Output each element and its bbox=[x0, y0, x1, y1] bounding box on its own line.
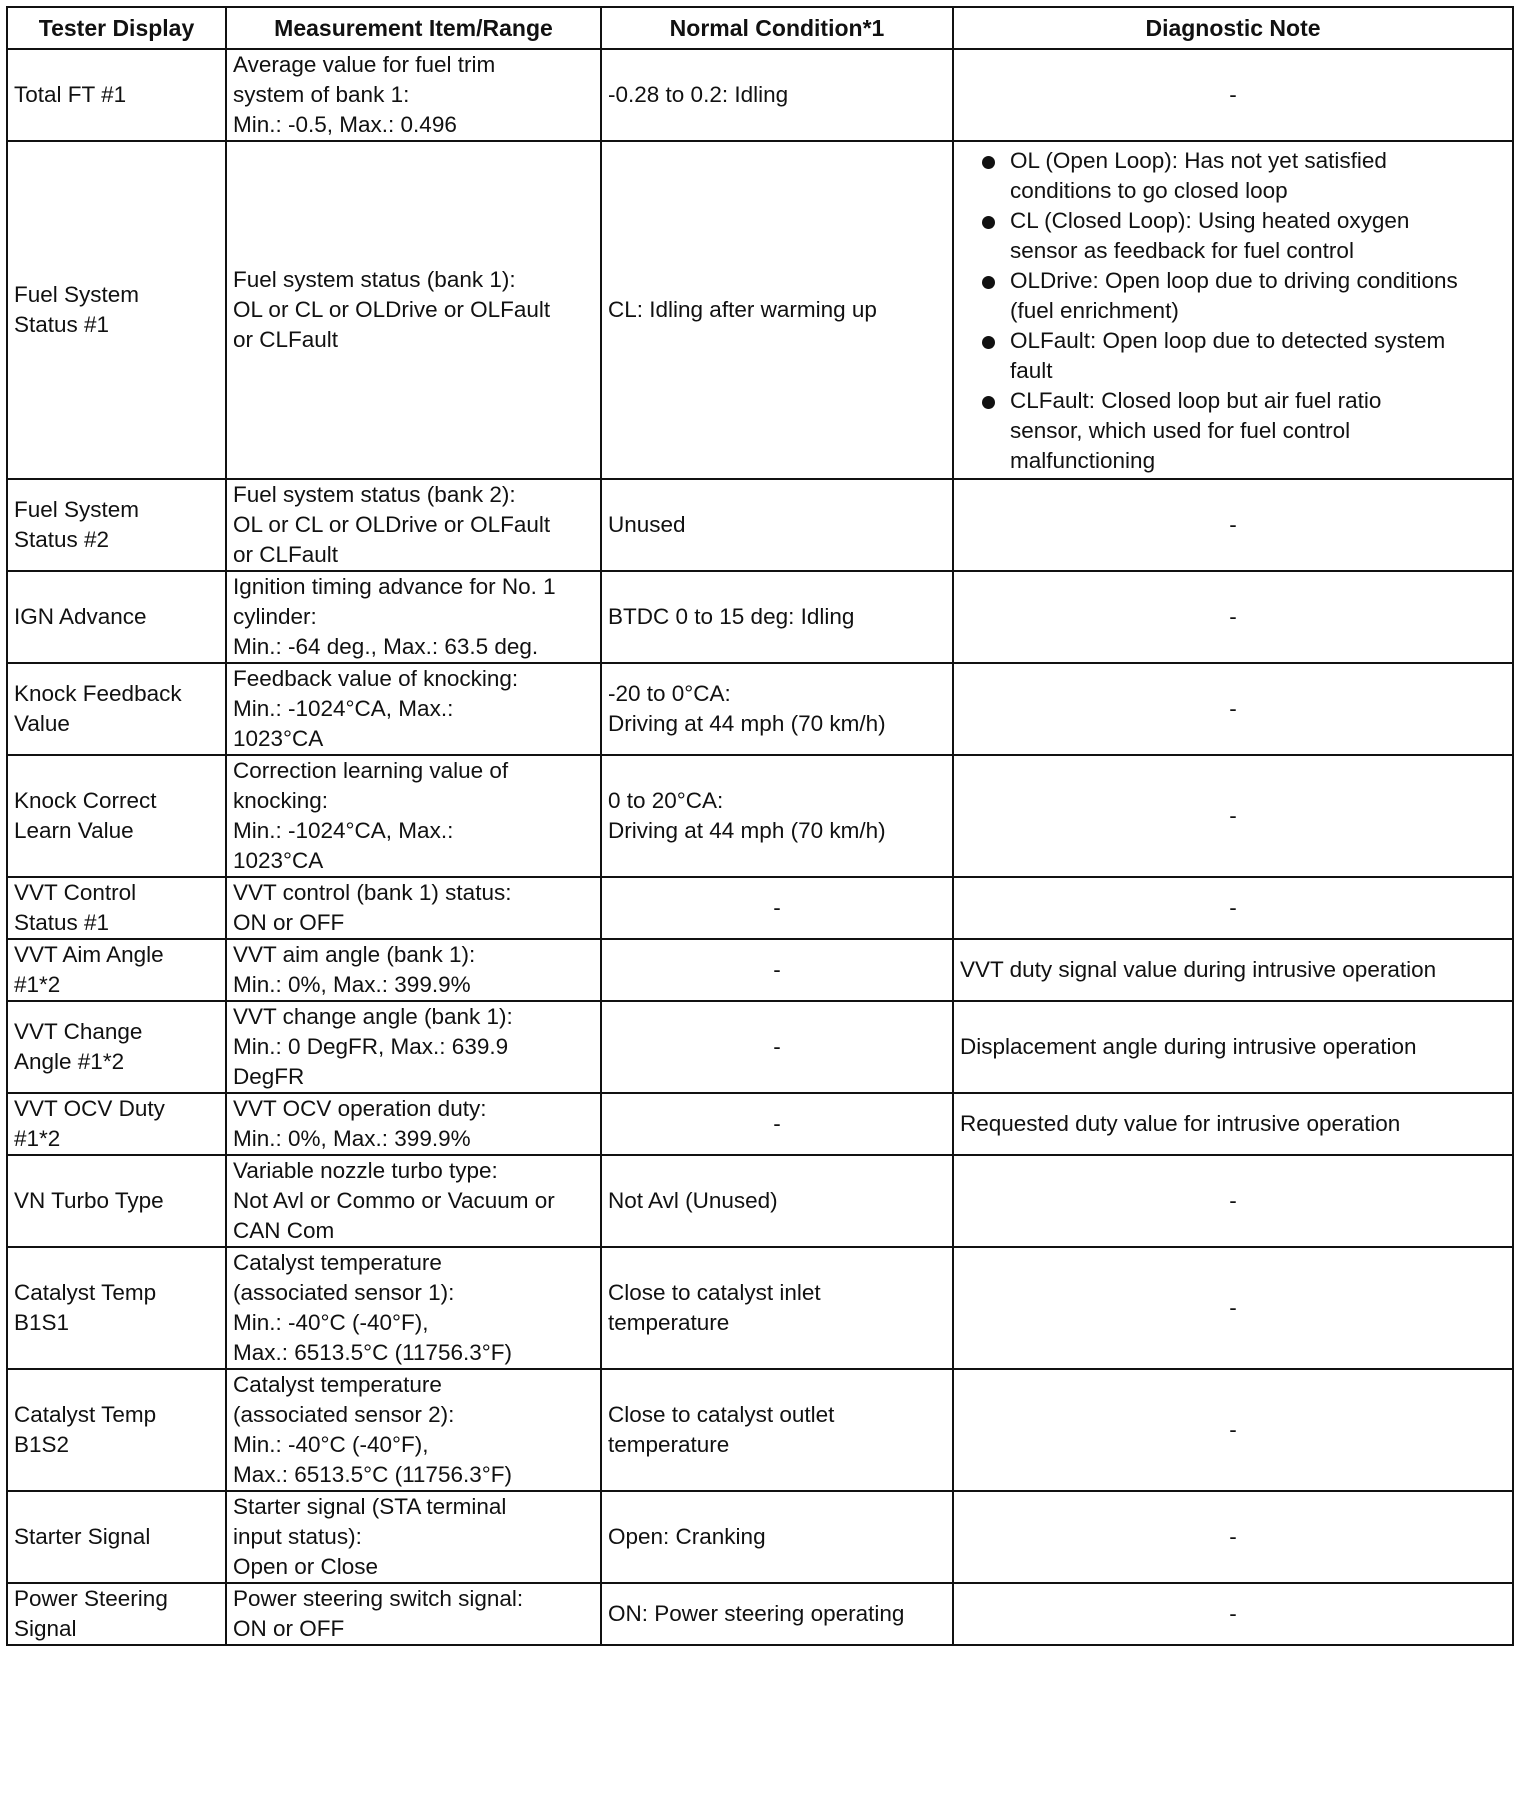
normal-condition-cell-line: Open: Cranking bbox=[608, 1524, 766, 1549]
diagnostic-note-cell-line: - bbox=[1229, 604, 1237, 629]
normal-condition-cell-line: temperature bbox=[608, 1310, 730, 1335]
bullet-icon bbox=[982, 156, 995, 169]
tester-display-cell-line: #1*2 bbox=[14, 1126, 61, 1151]
diagnostic-note-cell bbox=[953, 1369, 1513, 1491]
tester-display-cell-line: VVT Change bbox=[14, 1019, 143, 1044]
diagnostic-note-cell-line: - bbox=[1229, 1188, 1237, 1213]
table-row bbox=[7, 1583, 1513, 1645]
diagnostic-note-line: fault bbox=[1010, 358, 1053, 383]
measurement-range-cell-line: Open or Close bbox=[233, 1554, 379, 1579]
tester-display-cell-line: VVT Aim Angle bbox=[14, 942, 164, 967]
measurement-range-cell bbox=[226, 1491, 601, 1583]
diagnostic-note-line: conditions to go closed loop bbox=[1010, 178, 1288, 203]
list-item bbox=[960, 206, 1506, 266]
diagnostic-note-cell bbox=[953, 1093, 1513, 1155]
measurement-range-cell bbox=[226, 479, 601, 571]
measurement-range-cell-line: Average value for fuel trim bbox=[233, 52, 496, 77]
tester-display-cell-line: Status #2 bbox=[14, 527, 110, 552]
measurement-range-cell bbox=[226, 49, 601, 141]
normal-condition-cell-line: temperature bbox=[608, 1432, 730, 1457]
tester-display-cell-line: Total FT #1 bbox=[14, 82, 127, 107]
normal-condition-cell-line: Not Avl (Unused) bbox=[608, 1188, 778, 1213]
measurement-range-cell-line: Min.: 0%, Max.: 399.9% bbox=[233, 1126, 471, 1151]
measurement-range-cell-line: VVT control (bank 1) status: bbox=[233, 880, 512, 905]
diagnostic-note-cell bbox=[953, 663, 1513, 755]
measurement-range-cell-line: or CLFault bbox=[233, 327, 339, 352]
normal-condition-cell bbox=[601, 755, 953, 877]
measurement-range-cell bbox=[226, 663, 601, 755]
measurement-range-cell-line: system of bank 1: bbox=[233, 82, 410, 107]
tester-display-cell bbox=[7, 1491, 226, 1583]
data-list-table bbox=[6, 6, 1514, 1646]
diagnostic-note-cell-line: - bbox=[1229, 82, 1237, 107]
normal-condition-cell bbox=[601, 1369, 953, 1491]
normal-condition-cell-line: - bbox=[773, 1111, 781, 1136]
normal-condition-cell bbox=[601, 141, 953, 479]
diagnostic-note-cell bbox=[953, 1583, 1513, 1645]
measurement-range-cell bbox=[226, 1583, 601, 1645]
diagnostic-note-cell bbox=[953, 939, 1513, 1001]
header-diagnostic-note: Diagnostic Note bbox=[953, 7, 1513, 49]
normal-condition-cell bbox=[601, 939, 953, 1001]
measurement-range-cell-line: knocking: bbox=[233, 788, 329, 813]
table-body bbox=[7, 49, 1513, 1645]
tester-display-cell bbox=[7, 755, 226, 877]
bullet-icon bbox=[982, 336, 995, 349]
normal-condition-cell bbox=[601, 49, 953, 141]
tester-display-cell-line: Catalyst Temp bbox=[14, 1402, 157, 1427]
tester-display-cell-line: VN Turbo Type bbox=[14, 1188, 164, 1213]
normal-condition-cell-line: Driving at 44 mph (70 km/h) bbox=[608, 711, 886, 736]
diagnostic-note-line: OLDrive: Open loop due to driving conditions bbox=[1010, 268, 1458, 293]
measurement-range-cell-line: Feedback value of knocking: bbox=[233, 666, 519, 691]
diagnostic-note-cell bbox=[953, 1155, 1513, 1247]
table-row bbox=[7, 1155, 1513, 1247]
table-header-row bbox=[7, 7, 1513, 49]
table-row bbox=[7, 1093, 1513, 1155]
list-item bbox=[960, 266, 1506, 326]
tester-display-cell bbox=[7, 939, 226, 1001]
tester-display-cell-line: B1S1 bbox=[14, 1310, 70, 1335]
normal-condition-cell bbox=[601, 877, 953, 939]
tester-display-cell bbox=[7, 1155, 226, 1247]
measurement-range-cell bbox=[226, 1093, 601, 1155]
measurement-range-cell-line: Correction learning value of bbox=[233, 758, 509, 783]
diagnostic-note-line: sensor, which used for fuel control bbox=[1010, 418, 1351, 443]
normal-condition-cell-line: -0.28 to 0.2: Idling bbox=[608, 82, 789, 107]
table-row bbox=[7, 571, 1513, 663]
table-row bbox=[7, 49, 1513, 141]
normal-condition-cell-line: BTDC 0 to 15 deg: Idling bbox=[608, 604, 855, 629]
list-item bbox=[960, 326, 1506, 386]
tester-display-cell-line: Knock Feedback bbox=[14, 681, 182, 706]
measurement-range-cell-line: Catalyst temperature bbox=[233, 1372, 442, 1397]
measurement-range-cell-line: OL or CL or OLDrive or OLFault bbox=[233, 512, 551, 537]
measurement-range-cell bbox=[226, 141, 601, 479]
table-row bbox=[7, 939, 1513, 1001]
list-item bbox=[960, 386, 1506, 476]
measurement-range-cell-line: (associated sensor 1): bbox=[233, 1280, 455, 1305]
normal-condition-cell-line: CL: Idling after warming up bbox=[608, 297, 877, 322]
tester-display-cell-line: Knock Correct bbox=[14, 788, 157, 813]
normal-condition-cell bbox=[601, 1155, 953, 1247]
diagnostic-note-cell-line: - bbox=[1229, 803, 1237, 828]
measurement-range-cell-line: Max.: 6513.5°C (11756.3°F) bbox=[233, 1340, 512, 1365]
diagnostic-note-line: CL (Closed Loop): Using heated oxygen bbox=[1010, 208, 1410, 233]
diagnostic-note-cell-line: - bbox=[1229, 512, 1237, 537]
measurement-range-cell bbox=[226, 755, 601, 877]
table-row bbox=[7, 877, 1513, 939]
table-row bbox=[7, 1001, 1513, 1093]
diagnostic-note-cell bbox=[953, 755, 1513, 877]
normal-condition-cell-line: - bbox=[773, 1034, 781, 1059]
normal-condition-cell-line: - bbox=[773, 895, 781, 920]
measurement-range-cell-line: Min.: -40°C (-40°F), bbox=[233, 1310, 429, 1335]
diagnostic-note-line: OLFault: Open loop due to detected system bbox=[1010, 328, 1446, 353]
diagnostic-note-cell bbox=[953, 49, 1513, 141]
measurement-range-cell-line: Min.: -1024°CA, Max.: bbox=[233, 696, 454, 721]
bullet-icon bbox=[982, 216, 995, 229]
measurement-range-cell-line: (associated sensor 2): bbox=[233, 1402, 455, 1427]
tester-display-cell-line: Learn Value bbox=[14, 818, 134, 843]
diagnostic-note-cell-line: VVT duty signal value during intrusive operation bbox=[960, 957, 1437, 982]
normal-condition-cell-line: Close to catalyst inlet bbox=[608, 1280, 821, 1305]
measurement-range-cell-line: Min.: -1024°CA, Max.: bbox=[233, 818, 454, 843]
tester-display-cell-line: Fuel System bbox=[14, 282, 140, 307]
tester-display-cell bbox=[7, 141, 226, 479]
diagnostic-note-line: malfunctioning bbox=[1010, 448, 1156, 473]
tester-display-cell bbox=[7, 877, 226, 939]
tester-display-cell-line: #1*2 bbox=[14, 972, 61, 997]
measurement-range-cell-line: Min.: 0%, Max.: 399.9% bbox=[233, 972, 471, 997]
tester-display-cell bbox=[7, 1369, 226, 1491]
normal-condition-cell bbox=[601, 571, 953, 663]
normal-condition-cell bbox=[601, 479, 953, 571]
diagnostic-note-list bbox=[960, 142, 1506, 478]
normal-condition-cell-line: 0 to 20°CA: bbox=[608, 788, 724, 813]
tester-display-cell bbox=[7, 1583, 226, 1645]
tester-display-cell-line: Status #1 bbox=[14, 312, 110, 337]
table-row bbox=[7, 1369, 1513, 1491]
diagnostic-note-line: OL (Open Loop): Has not yet satisfied bbox=[1010, 148, 1387, 173]
normal-condition-cell-line: ON: Power steering operating bbox=[608, 1601, 905, 1626]
diagnostic-note-cell bbox=[953, 1491, 1513, 1583]
tester-display-cell bbox=[7, 571, 226, 663]
measurement-range-cell bbox=[226, 1369, 601, 1491]
diagnostic-note-cell-line: - bbox=[1229, 895, 1237, 920]
tester-display-cell-line: IGN Advance bbox=[14, 604, 147, 629]
normal-condition-cell bbox=[601, 1001, 953, 1093]
tester-display-cell-line: Fuel System bbox=[14, 497, 140, 522]
diagnostic-note-cell-line: - bbox=[1229, 1295, 1237, 1320]
header-measurement-item: Measurement Item/Range bbox=[226, 7, 601, 49]
tester-display-cell-line: Value bbox=[14, 711, 70, 736]
tester-display-cell bbox=[7, 663, 226, 755]
measurement-range-cell-line: VVT OCV operation duty: bbox=[233, 1096, 487, 1121]
measurement-range-cell-line: Min.: -64 deg., Max.: 63.5 deg. bbox=[233, 634, 539, 659]
header-normal-condition: Normal Condition*1 bbox=[601, 7, 953, 49]
measurement-range-cell-line: Min.: -40°C (-40°F), bbox=[233, 1432, 429, 1457]
measurement-range-cell-line: DegFR bbox=[233, 1064, 305, 1089]
normal-condition-cell-line: Unused bbox=[608, 512, 686, 537]
diagnostic-note-cell bbox=[953, 1001, 1513, 1093]
tester-display-cell-line: Status #1 bbox=[14, 910, 110, 935]
tester-display-cell-line: B1S2 bbox=[14, 1432, 70, 1457]
normal-condition-cell-line: Driving at 44 mph (70 km/h) bbox=[608, 818, 886, 843]
measurement-range-cell bbox=[226, 1247, 601, 1369]
diagnostic-note-cell-line: Displacement angle during intrusive operation bbox=[960, 1034, 1417, 1059]
normal-condition-cell-line: - bbox=[773, 957, 781, 982]
diagnostic-note-cell bbox=[953, 877, 1513, 939]
measurement-range-cell bbox=[226, 939, 601, 1001]
normal-condition-cell bbox=[601, 1247, 953, 1369]
measurement-range-cell-line: OL or CL or OLDrive or OLFault bbox=[233, 297, 551, 322]
measurement-range-cell-line: cylinder: bbox=[233, 604, 317, 629]
normal-condition-cell bbox=[601, 1093, 953, 1155]
tester-display-cell-line: VVT Control bbox=[14, 880, 137, 905]
tester-display-cell bbox=[7, 1247, 226, 1369]
measurement-range-cell bbox=[226, 1155, 601, 1247]
tester-display-cell-line: Catalyst Temp bbox=[14, 1280, 157, 1305]
diagnostic-note-cell bbox=[953, 141, 1513, 479]
tester-display-cell-line: Starter Signal bbox=[14, 1524, 151, 1549]
diagnostic-note-cell-line: - bbox=[1229, 696, 1237, 721]
diagnostic-note-cell bbox=[953, 1247, 1513, 1369]
measurement-range-cell-line: Not Avl or Commo or Vacuum or bbox=[233, 1188, 555, 1213]
tester-display-cell-line: Signal bbox=[14, 1616, 77, 1641]
measurement-range-cell-line: Power steering switch signal: bbox=[233, 1586, 524, 1611]
measurement-range-cell bbox=[226, 571, 601, 663]
table-row bbox=[7, 755, 1513, 877]
tester-display-cell bbox=[7, 479, 226, 571]
measurement-range-cell bbox=[226, 1001, 601, 1093]
measurement-range-cell-line: Catalyst temperature bbox=[233, 1250, 442, 1275]
measurement-range-cell-line: Min.: 0 DegFR, Max.: 639.9 bbox=[233, 1034, 509, 1059]
measurement-range-cell-line: Fuel system status (bank 2): bbox=[233, 482, 516, 507]
tester-display-cell-line: VVT OCV Duty bbox=[14, 1096, 165, 1121]
diagnostic-note-cell bbox=[953, 479, 1513, 571]
measurement-range-cell-line: VVT aim angle (bank 1): bbox=[233, 942, 476, 967]
header-tester-display: Tester Display bbox=[7, 7, 226, 49]
measurement-range-cell-line: Starter signal (STA terminal bbox=[233, 1494, 507, 1519]
measurement-range-cell bbox=[226, 877, 601, 939]
measurement-range-cell-line: VVT change angle (bank 1): bbox=[233, 1004, 513, 1029]
tester-display-cell bbox=[7, 1093, 226, 1155]
measurement-range-cell-line: 1023°CA bbox=[233, 848, 324, 873]
normal-condition-cell bbox=[601, 1583, 953, 1645]
measurement-range-cell-line: or CLFault bbox=[233, 542, 339, 567]
diagnostic-note-line: CLFault: Closed loop but air fuel ratio bbox=[1010, 388, 1382, 413]
diagnostic-note-cell-line: - bbox=[1229, 1524, 1237, 1549]
measurement-range-cell-line: CAN Com bbox=[233, 1218, 335, 1243]
measurement-range-cell-line: input status): bbox=[233, 1524, 362, 1549]
normal-condition-cell bbox=[601, 1491, 953, 1583]
table-row bbox=[7, 479, 1513, 571]
tester-display-cell bbox=[7, 49, 226, 141]
diagnostic-note-line: sensor as feedback for fuel control bbox=[1010, 238, 1354, 263]
normal-condition-cell-line: Close to catalyst outlet bbox=[608, 1402, 835, 1427]
list-item bbox=[960, 146, 1506, 206]
tester-display-cell-line: Angle #1*2 bbox=[14, 1049, 125, 1074]
measurement-range-cell-line: 1023°CA bbox=[233, 726, 324, 751]
diagnostic-note-cell-line: - bbox=[1229, 1601, 1237, 1626]
tester-display-cell-line: Power Steering bbox=[14, 1586, 168, 1611]
table-row bbox=[7, 1247, 1513, 1369]
measurement-range-cell-line: Ignition timing advance for No. 1 bbox=[233, 574, 556, 599]
table-row bbox=[7, 1491, 1513, 1583]
normal-condition-cell bbox=[601, 663, 953, 755]
normal-condition-cell-line: -20 to 0°CA: bbox=[608, 681, 731, 706]
diagnostic-note-cell-line: - bbox=[1229, 1417, 1237, 1442]
measurement-range-cell-line: Max.: 6513.5°C (11756.3°F) bbox=[233, 1462, 512, 1487]
table-row bbox=[7, 141, 1513, 479]
measurement-range-cell-line: Fuel system status (bank 1): bbox=[233, 267, 516, 292]
diagnostic-note-line: (fuel enrichment) bbox=[1010, 298, 1179, 323]
measurement-range-cell-line: Variable nozzle turbo type: bbox=[233, 1158, 498, 1183]
bullet-icon bbox=[982, 396, 995, 409]
diagnostic-note-cell bbox=[953, 571, 1513, 663]
measurement-range-cell-line: ON or OFF bbox=[233, 1616, 345, 1641]
bullet-icon bbox=[982, 276, 995, 289]
measurement-range-cell-line: Min.: -0.5, Max.: 0.496 bbox=[233, 112, 457, 137]
table-row bbox=[7, 663, 1513, 755]
diagnostic-note-cell-line: Requested duty value for intrusive operation bbox=[960, 1111, 1401, 1136]
tester-display-cell bbox=[7, 1001, 226, 1093]
measurement-range-cell-line: ON or OFF bbox=[233, 910, 345, 935]
